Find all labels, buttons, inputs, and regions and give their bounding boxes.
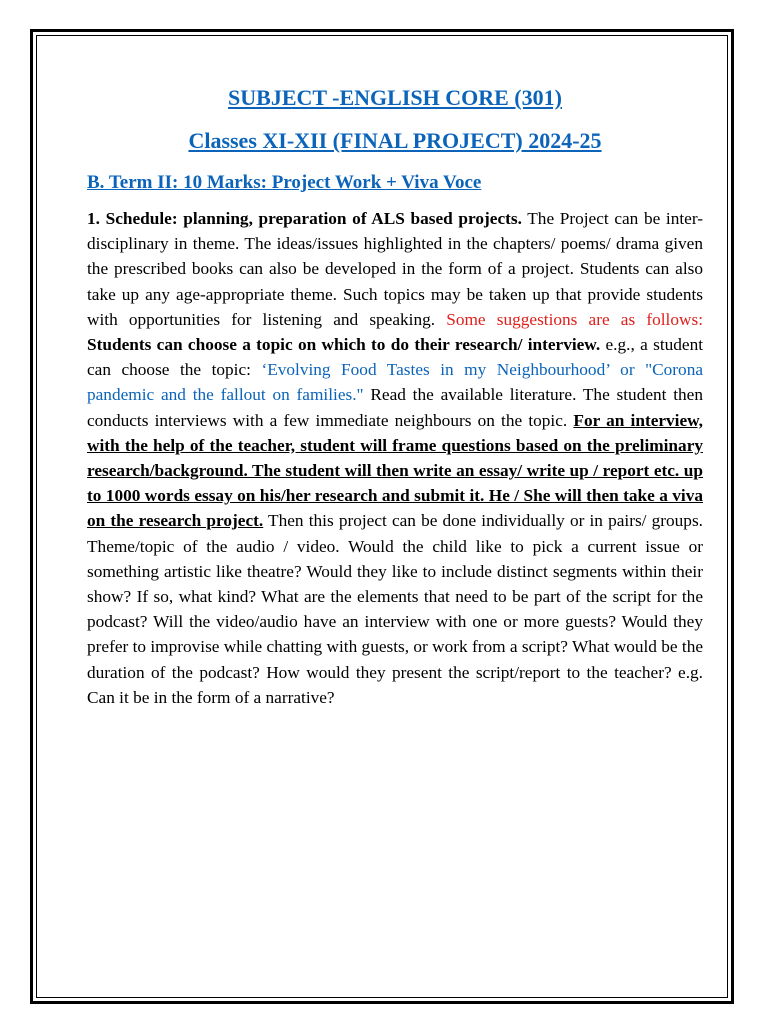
example-lead-text: e.g., a student can choose the topic: <box>87 335 704 380</box>
class-title: Classes XI-XII (FINAL PROJECT) 2024-25 <box>188 128 602 153</box>
interview-instructions-text: For an interview, with the help of the teacher, student will frame questions based on the preliminary research/background. The student will then write an essay/ write up / report etc. up to 1000 words essay on his/her research and submit it. He / She will then take a viva on the research project. <box>87 410 703 531</box>
schedule-label: 1. Schedule: planning, preparation of ALS based projects. <box>87 209 522 228</box>
example-topics-text: ‘Evolving Food Tastes in my Neighbourhood’ or "Corona pandemic and the fallout on families." <box>87 360 704 405</box>
suggestions-text: Some suggestions are as follows: <box>446 309 704 329</box>
closing-text: Then this project can be done individually or in pairs/ groups. Theme/topic of the audio / video. Would the child like to pick a current issue or something artistic like theatre? Would they like to include distinct segments within their show? If so, what kind? What are the elements that need to be part of the script for the podcast? Will the video/audio have an interview with one or more guests? Would they prefer to improvise while chatting with guests, or work from a script? What would be the duration of the podcast? How would they present the script/report to the teacher? e.g. Can it be in the form of a narrative? <box>87 511 703 707</box>
project-description-paragraph <box>87 206 703 710</box>
choose-topic-text: Students can choose a topic on which to do their research/ interview. <box>87 335 601 355</box>
section-heading: B. Term II: 10 Marks: Project Work + Viva Voce <box>87 172 482 193</box>
read-literature-text: Read the available literature. The student then conducts interviews with a few immediate neighbours on the topic. <box>87 385 703 430</box>
subject-title: SUBJECT -ENGLISH CORE (301) <box>228 85 562 110</box>
document-content <box>87 82 703 710</box>
intro-text: The Project can be inter-disciplinary in theme. The ideas/issues highlighted in the chapters/ poems/ drama given the prescribed books can also be developed in the form of a project. Students can also take up any age-appropriate theme. Such topics may be taken up that provide students with opportunities for listening and speaking. <box>87 209 703 329</box>
